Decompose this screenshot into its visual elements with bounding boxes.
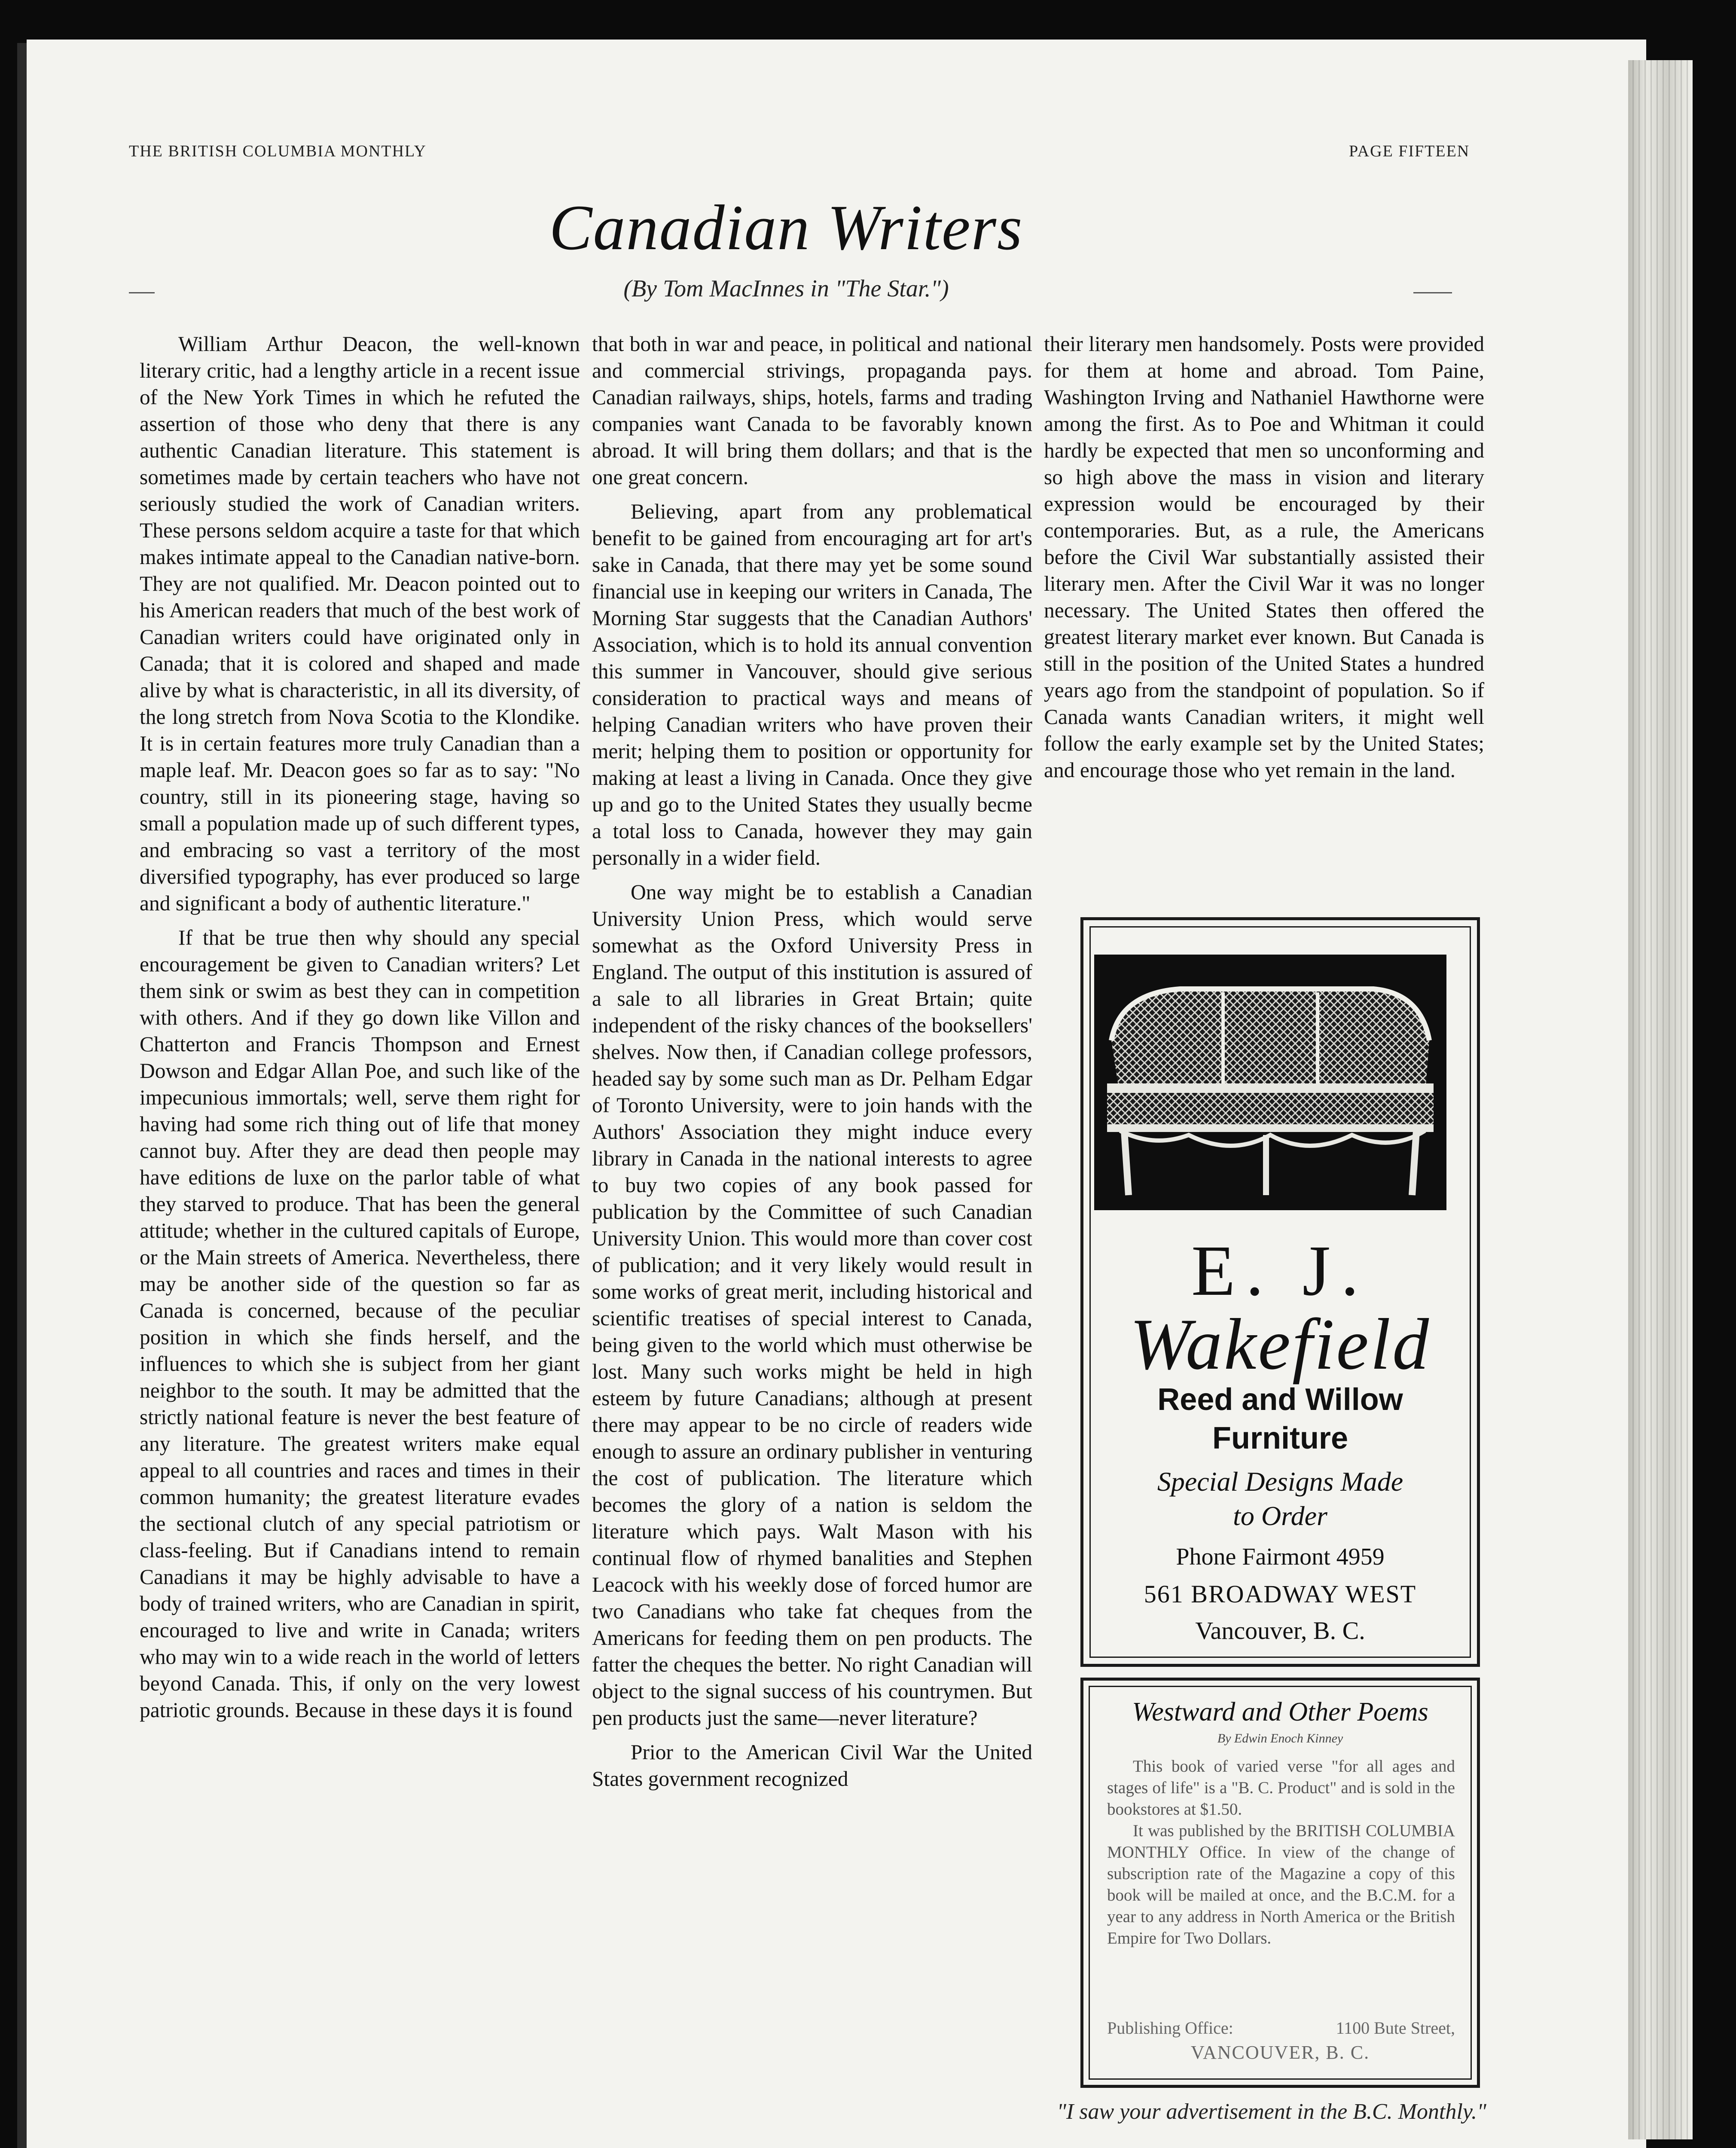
- paragraph: that both in war and peace, in political and national and commercial strivings, propaganda pays. Canadian railways, ships, hotels, farms and trading companies want Canada to be favorably known abroad. It will bring them dollars; and that is the one great concern.: [592, 332, 1032, 489]
- office-city: VANCOUVER, B. C.: [1190, 2042, 1370, 2063]
- paragraph: Prior to the American Civil War the United States government recognized: [592, 1740, 1032, 1791]
- ad-phone: Phone Fairmont 4959: [1176, 1544, 1385, 1570]
- footer-note: "I saw your advertisement in the B.C. Monthly.": [1057, 2099, 1486, 2124]
- paragraph: One way might be to establish a Canadian University Union Press, which would serve somewhat as the Oxford University Press in England. The output of this institution is assured of a sale to all libraries in Great Brtain; quite independent of the risky chances of the booksellers' shelves. Now then, if Canadian college professors, headed say by some such man as Dr. Pelham Edgar of Toronto University, were to join hands with the Authors' Association they might induce every library in Canada in the national interests to agree to buy two copies of any book passed for publication by the Committee of such Canadian University Union. This would more than cover cost of publication; and it very likely would result in some works of great merit, including historical and scientific treatises of special interest to Canada, being given to the world which must otherwise be lost. Many such works might be held in high esteem by future Canadians; although at present there may appear to be no circle of readers wide enough to assure an ordinary publisher in venturing the cost of publication. The literature which becomes the glory of a nation is seldom the literature which pays. Walt Mason with his continual flow of rhymed banalities and Stephen Leacock with his weekly dose of forced humor are two Canadians who take fat cheques from the Americans for feeding them on pen products. The fatter the cheques the better. No right Canadian will object to the signal success of his countrymen. But pen products just the same—never literature?: [592, 880, 1032, 1730]
- rule: [1413, 292, 1452, 293]
- paragraph: It was published by the BRITISH COLUMBIA MONTHLY Office. In view of the change of subscription rate of the Magazine a copy of this book will be mailed at once, and the B.C.M. for a year to any address in North America or the British Empire for Two Dollars.: [1107, 1822, 1455, 1947]
- rule: [129, 292, 155, 293]
- paragraph: William Arthur Deacon, the well-known literary critic, had a lengthy article in a recent issue of the New York Times in which he refuted the assertion of those who deny that there is any authentic Canadian literature. This statement is sometimes made by certain teachers who have not seriously studied the work of Canadian writers. These persons seldom acquire a taste for that which makes intimate appeal to the Canadian native-born. They are not qualified. Mr. Deacon pointed out to his American readers that much of the best work of Canadian writers could have originated only in Canada; that it is colored and shaped and made alive by what is characteristic, in all its diversity, of the long stretch from Nova Scotia to the Klondike. It is in certain features more truly Canadian than a maple leaf. Mr. Deacon goes so far as to say: "No country, still in its pioneering stage, having so small a population made up of such different types, and embracing so vast a territory of the most diversified typography, has ever produced so large and significant a body of authentic literature.": [140, 332, 580, 915]
- page-number: PAGE FIFTEEN: [1349, 142, 1470, 160]
- article-byline: (By Tom MacInnes in "The Star."): [623, 275, 949, 302]
- book-description: [1107, 1756, 1455, 1949]
- spine-page-edges: [1632, 60, 1688, 2139]
- article-column-1: [140, 331, 580, 2114]
- ad-address: 561 BROADWAY WEST: [1144, 1580, 1417, 1608]
- ad-line: to Order: [1233, 1501, 1327, 1531]
- wakefield-advertisement: [1080, 917, 1480, 1667]
- running-header-left: THE BRITISH COLUMBIA MONTHLY: [129, 142, 427, 160]
- advertiser-initials: E. J.: [1191, 1231, 1369, 1311]
- article-column-3: [1044, 331, 1484, 913]
- advertiser-name: Wakefield: [1129, 1304, 1431, 1385]
- book-author: By Edwin Enoch Kinney: [1217, 1731, 1343, 1745]
- office-label: Publishing Office:: [1107, 2018, 1233, 2038]
- article-column-2: [592, 331, 1032, 2114]
- ad-line: Reed and Willow: [1157, 1382, 1403, 1417]
- wicker-settee-photo: [1094, 955, 1446, 1210]
- paragraph: their literary men handsomely. Posts were provided for them at home and abroad. Tom Paine, Washington Irving and Nathaniel Hawthorne were among the first. As to Poe and Whitman it could hardly be expected that men so unconforming and so high above the mass in vision and literary expression would be encouraged by their contemporaries. But, as a rule, the Americans before the Civil War substantially assisted their literary men. After the Civil War it was no longer necessary. The United States then offered the greatest literary market ever known. But Canada is still in the position of the United States a hundred years ago from the standpoint of population. So if Canada wants Canadian writers, it might well follow the early example set by the United States; and encourage those who yet remain in the land.: [1044, 332, 1484, 782]
- poems-advertisement: [1080, 1678, 1480, 2088]
- settee-illustration: [1094, 955, 1446, 1210]
- paragraph: If that be true then why should any special encouragement be given to Canadian writers? Let them sink or swim as best they can in competition with others. And if they go down like Villon and Chatterton and Francis Thompson and Ernest Dowson and Edgar Allan Poe, and such like of the impecunious immortals; well, serve them right for having had some rich thing out of life that money cannot buy. After they are dead then people may have editions de luxe on the parlor table of what they starved to produce. That has been the general attitude; whether in the cultured capitals of Europe, or the Main streets of America. Nevertheless, there may be another side of the question so far as Canada is concerned, because of the peculiar position in which she finds herself, and the influences to which she is subject from her giant neighbor to the south. It may be admitted that the strictly national feature is never the best feature of any literature. The greatest writers make equal appeal to all countries and races and times in their common humanity; the greatest literature evades the sectional clutch of any special patriotism or class-feeling. But if Canadians intend to remain Canadians it may be highly advisable to have a body of trained writers, who are Canadian in spirit, encouraged to live and write in Canada; writers who may win to a wide reach in the world of letters beyond Canada. This, if only on the very lowest patriotic grounds. Because in these days it is found: [140, 926, 580, 1722]
- ad-line: Special Designs Made: [1157, 1466, 1403, 1497]
- publishing-office: [1107, 2018, 1455, 2038]
- ad-line: Furniture: [1212, 1421, 1348, 1455]
- paragraph: Believing, apart from any problematical benefit to be gained from encouraging art for art's sake in Canada, that there may yet be some sound financial use in keeping our writers in Canada, The Morning Star suggests that the Canadian Authors' Association, which is to hold its annual convention this summer in Vancouver, should give serious consideration to practical ways and means of helping Canadian writers who have proven their merit; helping them to position or opportunity for making at least a living in Canada. Once they give up and go to the United States they usually becme a total loss to Canada, however they may gain personally in a wider field.: [592, 500, 1032, 870]
- article-title: Canadian Writers: [549, 192, 1023, 263]
- paragraph: This book of varied verse "for all ages and stages of life" is a "B. C. Product" and is sold in the bookstores at $1.50.: [1107, 1757, 1455, 1818]
- ad-city: Vancouver, B. C.: [1195, 1617, 1365, 1645]
- office-address: 1100 Bute Street,: [1336, 2018, 1455, 2038]
- book-title: Westward and Other Poems: [1132, 1697, 1428, 1727]
